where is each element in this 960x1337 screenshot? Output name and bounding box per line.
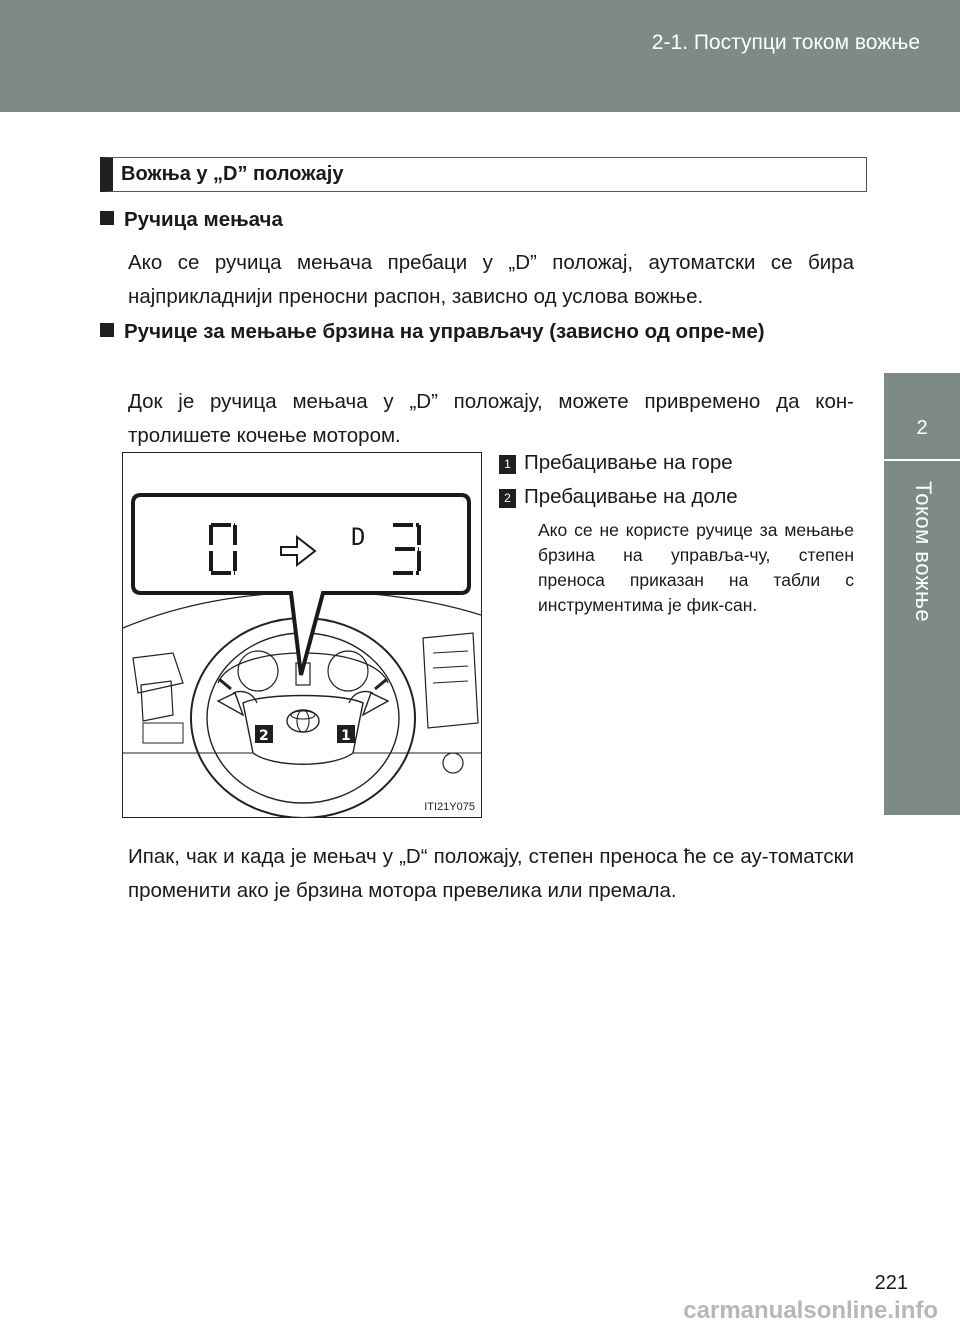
legend-text: Пребацивање на горе <box>524 451 733 474</box>
paragraph-paddles: Док је ручица мењача у „D” положају, можете привремено да кон-тролишете кочење мотором. <box>128 390 854 447</box>
steering-wheel-diagram <box>123 453 481 817</box>
page-number: 221 <box>874 1272 908 1294</box>
legend-badge: 2 <box>499 489 516 508</box>
upshift-badge-number: 1 <box>341 728 351 744</box>
bullet-square-icon <box>100 211 114 225</box>
steering-wheel-illustration <box>122 452 482 818</box>
chapter-label: Током вожње <box>911 481 936 623</box>
gear-mode-symbol: D <box>351 523 366 551</box>
bullet-square-icon <box>100 323 114 337</box>
tab-divider <box>884 459 960 461</box>
closing-paragraph: Ипак, чак и када је мењач у „D“ положају, степен преноса ће се ау-томатски променити ако је брзина мотора превелика или премала. <box>128 845 854 902</box>
legend-item-upshift <box>499 448 733 478</box>
page-header <box>0 0 960 112</box>
downshift-badge-number: 2 <box>259 728 269 744</box>
bullet-heading-lever <box>100 203 283 237</box>
legend-item-downshift <box>499 482 738 512</box>
chapter-side-tab <box>884 373 960 815</box>
legend-note: Ако се не користе ручице за мењање брзина на управља-чу, степен преноса приказан на табли с инструментима је фик-сан. <box>538 520 854 615</box>
legend-badge: 1 <box>499 455 516 474</box>
chapter-number: 2 <box>916 417 928 439</box>
bullet-heading-paddles <box>100 315 854 349</box>
chapter-title: 2-1. Поступци током вожње <box>651 31 920 54</box>
legend-text: Пребацивање на доле <box>524 485 738 508</box>
section-title-box <box>100 157 867 192</box>
watermark: carmanualsonline.info <box>683 1297 938 1324</box>
section-title: Вожња у „D” положају <box>121 163 344 185</box>
paragraph-lever: Ако се ручица мењача пребаци у „D” положај, аутоматски се бира најприкладнији преносни распон, зависно од услова вожње. <box>128 251 854 308</box>
bullet-heading-text: Ручице за мењање брзина на управљачу (зависно од опре-ме) <box>124 320 765 343</box>
bullet-heading-text: Ручица мењача <box>124 208 283 231</box>
figure-code: ITI21Y075 <box>424 801 475 813</box>
